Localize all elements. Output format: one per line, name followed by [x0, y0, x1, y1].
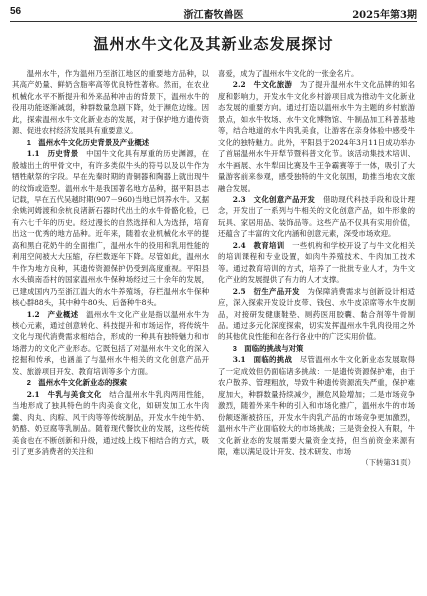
- section-2-4-paragraph: [218, 240, 415, 286]
- section-3-1-paragraph: [218, 354, 415, 457]
- header-rule: [10, 21, 417, 22]
- continued-notice: （下转第31页）: [361, 458, 415, 468]
- section-1-heading: 1 温州水牛文化历史背景及产业概述: [26, 137, 150, 147]
- section-1-2-paragraph: [12, 309, 209, 378]
- section-3-1-heading: 3.1 面临的挑战: [232, 355, 293, 365]
- issue-label: 2025年第3期: [352, 10, 417, 21]
- column-right: [218, 68, 415, 469]
- section-2-2-text: 为了提升温州水牛文化品牌的知名度和影响力，开发水牛文化乡村游项目成为推动牛文化新业态发展的重要方向。通过打造以温州水牛为主题的乡村旅游景点，如水牛牧场、水牛文化博物馆、牛制品加工科普基地等，结合地道的水牛肉乳美食，让游客在亲身体验中感受牛文化的独特魅力。此外，平阳县于2024年3月11日成功举办了首届温州水牛开犁节暨科普文化节。该活动集技术培训、水牛画展、水牛犁田比赛及牛王争霸赛等于一体，吸引了大量游客前来参观，感受独特的牛文化氛围，助推当地农文旅融合发展。: [218, 80, 415, 193]
- intro-paragraph: 温州水牛，作为温州乃至浙江地区的重要地方品种，以其高产奶量、鲜奶含脂率高等优良特性著称。然而，在农业机械化水平不断提升和外来品种冲击的背景下，温州水牛的役用功能逐渐减弱，种群数量急剧下降，处于濒危边缘。因此，探索温州水牛文化新业态的发展，对于保护地方遗传资源、促进农村经济发展具有重要意义。: [12, 69, 209, 136]
- section-2-2-heading: 2.2 牛文化旅游: [232, 80, 293, 90]
- section-2-5-paragraph: [218, 286, 415, 343]
- column-left: [12, 68, 209, 457]
- section-3-heading: 3 面临的挑战与对策: [232, 343, 304, 353]
- section-2-3-paragraph: [218, 194, 415, 240]
- section-2-1-heading: 2.1 牛乳与美食文化: [26, 389, 102, 399]
- section-1-2-text: 温州水牛文化产业是指以温州水牛为核心元素，通过创意转化、科技提升和市场运作，将传统牛文化与现代消费需求相结合，形成的一种具有独特魅力和市场潜力的文化产业形态。它既包括了对温州水牛文化的深入挖掘和传承，也涵盖了与温州水牛相关的文化创意产品开发、旅游项目开发、教育培训等多个方面。: [12, 309, 209, 376]
- section-2-5-heading: 2.5 衍生产品开发: [232, 286, 300, 296]
- section-1-1-text: 中国牛文化具有厚重的历史渊源，在殷墟出土的甲骨文中，有许多类似牛头的符号以及以牛作为牺牲献祭的字段。早在先秦时期的青铜器和陶器上就出现牛的纹饰或造型。温州水牛是我国著名地方品种，据平阳县志记载，早在五代吴越时期(907－960)当地已饲养水牛。又据余姚河姆渡和余杭良渚新石器时代出土的水牛骨骼化验，已有六七千年的历史。经过漫长的自然选择和人为选择，培育出这一优秀的地方品种。近年来，随着农业机械化水平的提高和黑白花奶牛的全面推广，温州水牛的役用和乳用性能的利用空间被大大压缩，存栏数逐年下降。尽管如此，温州水牛作为地方良种，其遗传资源保护仍受到高度重视。平阳县水头镇南岙村的国家温州水牛保种场经过三十余年的发展，已建成国内乃至浙江温大的水牛养殖场，存栏温州水牛保种核心群88头，其中种牛80头、后备种牛8头。: [12, 149, 209, 308]
- section-2-5-text: 为保障消费需求与创新设计相适应，深入探索开发设计皮带、钱包、水牛皮凉席等水牛皮制品，对接研发健康鞋垫、厕药医用胶囊、黏合剂等牛骨制品。通过多元化深度探索，切实发挥温州水牛乳肉役用之外的其他优良性能和在各行各业中的广泛实用价值。: [218, 286, 415, 342]
- section-1-1-heading: 1.1 历史背景: [26, 149, 79, 159]
- section-2-heading: 2 温州水牛文化新业态的探索: [26, 378, 127, 388]
- section-2-3-heading: 2.3 文化创意产品开发: [232, 194, 316, 204]
- section-2-1-paragraph: [12, 389, 209, 458]
- article-title: 温州水牛文化及其新业态发展探讨: [93, 35, 334, 53]
- section-1-2-heading: 1.2 产业概述: [26, 309, 79, 319]
- continued-paragraph: 喜爱，成为了温州水牛文化的一张金名片。: [218, 69, 359, 78]
- section-3-1-text: 尽管温州水牛文化新业态发展取得了一定成效但仍面临诸多挑战：一是遗传资源保护难，由于农户散养、管理粗放，导致牛种遗传资源流失严重，保护难度加大，种群数量持续减少，濒危风险增加；二是市场竞争激烈，随着外来牛种的引入和市场化推广，温州水牛的市场份额逐渐被挤压，开发水牛肉乳产品的市场竞争更加激烈，温州水牛产业面临较大的市场挑战；三是资金投入有限，牛文化新业态的发展需要大量资金支持，但当前资金来源有限，难以满足设计开发、技术研发、市场: [218, 355, 415, 456]
- section-2-3-text: 借助现代科技手段和设计理念，开发出了一系列与牛相关的文化创意产品，如牛形象的玩具、家居用品、装饰品等。这些产品不仅具有实用价值，还蕴含了丰富的文化内涵和创意元素，深受市场欢迎。: [218, 194, 415, 239]
- section-2-2-paragraph: [218, 79, 415, 194]
- section-1-1-paragraph: [12, 148, 209, 308]
- page-number: 56: [10, 6, 22, 17]
- journal-name: 浙江畜牧兽医: [183, 10, 244, 21]
- section-2-4-text: 一些机构和学校开设了与牛文化相关的培训课程和专业设置，如肉牛养殖技术、牛肉加工技术等。通过教育培训的方式，培养了一批批专业人才，为牛文化产业的发展提供了有力的人才支撑。: [218, 240, 415, 285]
- section-2-4-heading: 2.4 教育培训: [232, 240, 285, 250]
- running-header: [10, 5, 417, 19]
- section-2-1-text: 结合温州水牛乳肉两用性能，当地形成了独具特色的牛肉美食文化，如研发加工水牛肉羹、肉丸、肉粽、风干肉等等传统制品，开发水牛纯牛奶、奶酪、奶豆腐等乳制品。随着现代餐饮业的发展，这些传统美食也在不断创新和升级，通过线上线下相结合的方式，吸引了更多消费者的关注和: [12, 389, 209, 456]
